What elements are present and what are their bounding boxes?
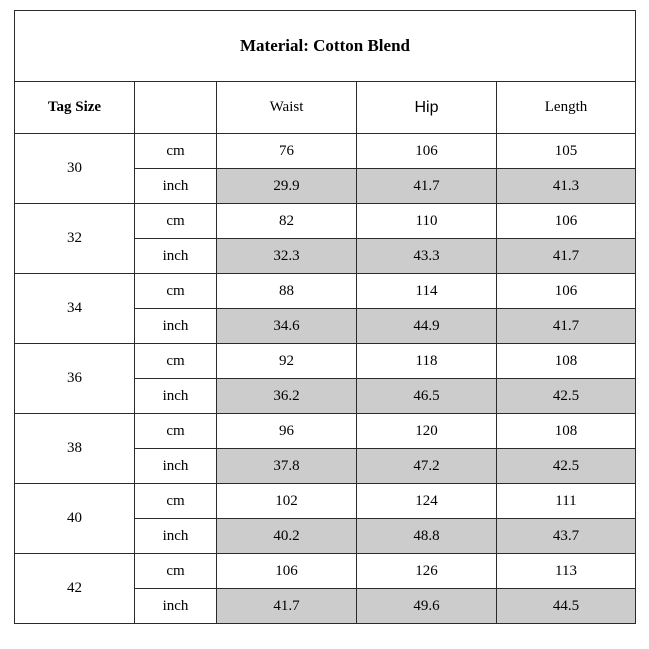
length-inch-value: 41.7 <box>497 309 636 344</box>
waist-inch-value: 34.6 <box>217 309 357 344</box>
waist-inch-value: 37.8 <box>217 449 357 484</box>
hip-cm-value: 114 <box>357 274 497 309</box>
size-row-cm <box>15 204 636 239</box>
tag-size-value: 34 <box>15 274 135 344</box>
unit-cm-label: cm <box>135 344 217 379</box>
hip-cm-value: 126 <box>357 554 497 589</box>
unit-inch-label: inch <box>135 589 217 624</box>
waist-cm-value: 106 <box>217 554 357 589</box>
unit-inch-label: inch <box>135 379 217 414</box>
unit-cm-label: cm <box>135 274 217 309</box>
waist-inch-value: 40.2 <box>217 519 357 554</box>
length-inch-value: 42.5 <box>497 379 636 414</box>
hip-inch-value: 44.9 <box>357 309 497 344</box>
size-row-cm <box>15 134 636 169</box>
waist-cm-value: 96 <box>217 414 357 449</box>
hip-inch-value: 49.6 <box>357 589 497 624</box>
length-inch-value: 41.3 <box>497 169 636 204</box>
waist-cm-value: 82 <box>217 204 357 239</box>
tag-size-value: 42 <box>15 554 135 624</box>
length-inch-value: 42.5 <box>497 449 636 484</box>
tag-size-value: 40 <box>15 484 135 554</box>
hip-inch-value: 47.2 <box>357 449 497 484</box>
length-inch-value: 43.7 <box>497 519 636 554</box>
size-chart-table <box>14 10 636 624</box>
length-cm-value: 111 <box>497 484 636 519</box>
waist-cm-value: 88 <box>217 274 357 309</box>
size-row-cm <box>15 484 636 519</box>
tag-size-header: Tag Size <box>15 82 135 134</box>
unit-cm-label: cm <box>135 554 217 589</box>
waist-cm-value: 92 <box>217 344 357 379</box>
length-cm-value: 105 <box>497 134 636 169</box>
size-row-cm <box>15 414 636 449</box>
material-title: Material: Cotton Blend <box>15 11 636 82</box>
length-cm-value: 113 <box>497 554 636 589</box>
waist-inch-value: 29.9 <box>217 169 357 204</box>
tag-size-value: 36 <box>15 344 135 414</box>
hip-cm-value: 124 <box>357 484 497 519</box>
hip-cm-value: 106 <box>357 134 497 169</box>
hip-inch-value: 43.3 <box>357 239 497 274</box>
size-row-cm <box>15 554 636 589</box>
waist-inch-value: 32.3 <box>217 239 357 274</box>
length-inch-value: 44.5 <box>497 589 636 624</box>
hip-cm-value: 118 <box>357 344 497 379</box>
hip-inch-value: 41.7 <box>357 169 497 204</box>
waist-cm-value: 102 <box>217 484 357 519</box>
size-row-cm <box>15 274 636 309</box>
hip-inch-value: 48.8 <box>357 519 497 554</box>
tag-size-value: 30 <box>15 134 135 204</box>
waist-header: Waist <box>217 82 357 134</box>
length-cm-value: 106 <box>497 274 636 309</box>
unit-header <box>135 82 217 134</box>
waist-inch-value: 36.2 <box>217 379 357 414</box>
length-cm-value: 108 <box>497 344 636 379</box>
unit-cm-label: cm <box>135 134 217 169</box>
unit-inch-label: inch <box>135 239 217 274</box>
size-row-cm <box>15 344 636 379</box>
header-row <box>15 82 636 134</box>
unit-inch-label: inch <box>135 309 217 344</box>
tag-size-value: 32 <box>15 204 135 274</box>
hip-inch-value: 46.5 <box>357 379 497 414</box>
length-cm-value: 108 <box>497 414 636 449</box>
tag-size-value: 38 <box>15 414 135 484</box>
unit-cm-label: cm <box>135 204 217 239</box>
unit-cm-label: cm <box>135 414 217 449</box>
unit-inch-label: inch <box>135 519 217 554</box>
unit-inch-label: inch <box>135 169 217 204</box>
length-header: Length <box>497 82 636 134</box>
waist-inch-value: 41.7 <box>217 589 357 624</box>
hip-cm-value: 110 <box>357 204 497 239</box>
waist-cm-value: 76 <box>217 134 357 169</box>
hip-cm-value: 120 <box>357 414 497 449</box>
length-inch-value: 41.7 <box>497 239 636 274</box>
length-cm-value: 106 <box>497 204 636 239</box>
unit-inch-label: inch <box>135 449 217 484</box>
unit-cm-label: cm <box>135 484 217 519</box>
hip-header: Hip <box>357 82 497 134</box>
